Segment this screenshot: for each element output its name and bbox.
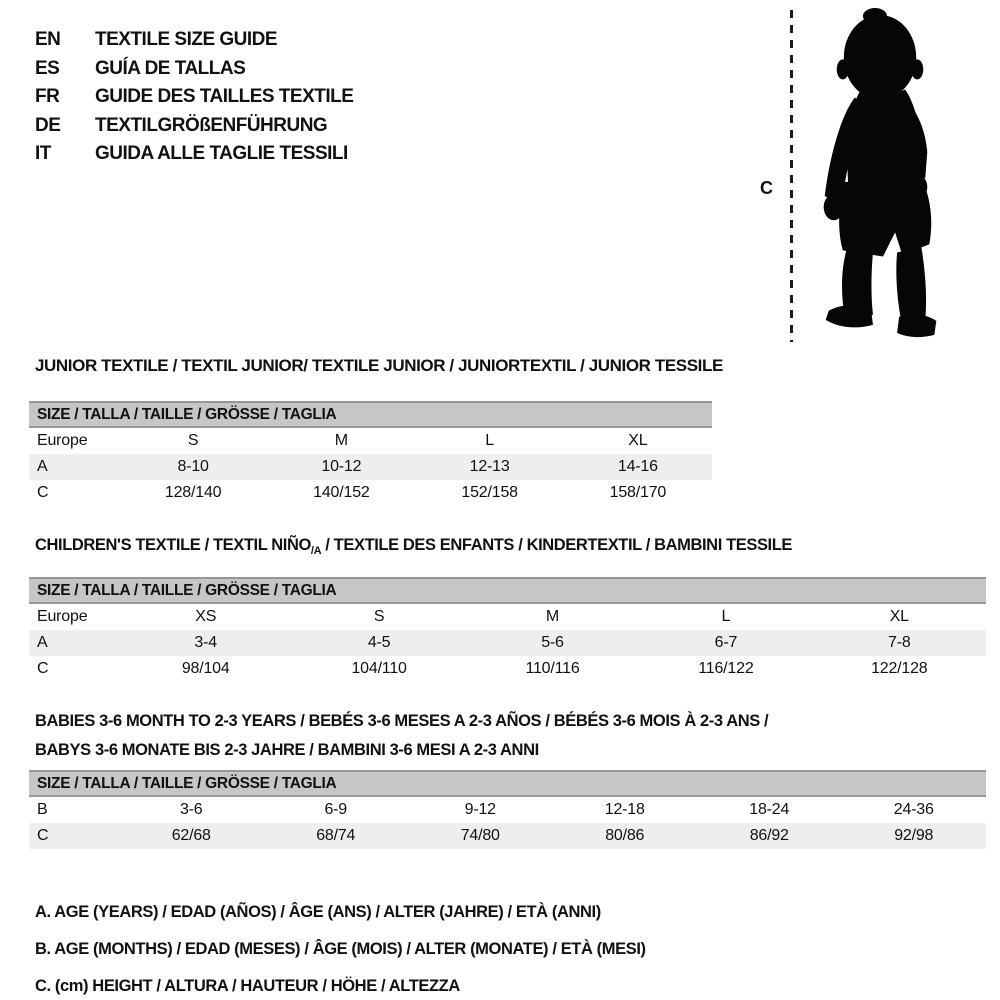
- language-row: [35, 26, 353, 55]
- row-label: Europe: [37, 432, 88, 449]
- table-cell: 18-24: [749, 801, 790, 818]
- table-cell: 9-12: [464, 801, 496, 818]
- table-cell: XL: [628, 432, 648, 449]
- table-cell: 86/92: [749, 827, 789, 844]
- table-row: [29, 480, 712, 506]
- row-label: B: [37, 801, 48, 818]
- babies-title-line1: BABIES 3-6 MONTH TO 2-3 YEARS / BEBÉS 3-6 MESES A 2-3 AÑOS / BÉBÉS 3-6 MOIS À 2-3 ANS /: [35, 712, 769, 730]
- table-cell: 24-36: [893, 801, 934, 818]
- table-cell: 7-8: [888, 634, 911, 651]
- language-title: GUIDA ALLE TAGLIE TESSILI: [95, 143, 348, 164]
- table-row: [29, 454, 712, 480]
- table-cell: 12-13: [469, 458, 510, 475]
- language-code: IT: [35, 143, 51, 164]
- children-section-title: [35, 536, 792, 557]
- size-table-header: SIZE / TALLA / TAILLE / GRÖSSE / TAGLIA: [29, 770, 986, 797]
- table-cell: 3-4: [194, 634, 217, 651]
- table-row: [29, 630, 986, 656]
- table-row: [29, 797, 986, 823]
- table-cell: 116/122: [698, 660, 754, 677]
- table-cell: 5-6: [541, 634, 564, 651]
- babies-title-line2: BABYS 3-6 MONATE BIS 2-3 JAHRE / BAMBINI 3-6 MESI A 2-3 ANNI: [35, 741, 539, 759]
- junior-size-table: [29, 401, 712, 506]
- table-cell: 3-6: [179, 801, 203, 818]
- table-cell: 152/158: [461, 484, 518, 501]
- table-cell: 110/116: [525, 660, 580, 677]
- table-cell: 4-5: [367, 634, 391, 651]
- height-measure-dashed-line: [790, 10, 793, 342]
- row-label: C: [37, 660, 49, 677]
- legend-line-c: C. (cm) HEIGHT / ALTURA / HAUTEUR / HÖHE / ALTEZZA: [35, 977, 460, 995]
- children-size-table: [29, 577, 986, 682]
- language-row: [35, 112, 353, 141]
- language-title: TEXTILGRÖßENFÜHRUNG: [95, 114, 328, 136]
- table-cell: M: [545, 608, 560, 625]
- table-row: [29, 656, 986, 682]
- table-cell: 158/170: [609, 484, 667, 501]
- legend-line-a: A. AGE (YEARS) / EDAD (AÑOS) / ÂGE (ANS) / ALTER (JAHRE) / ETÀ (ANNI): [35, 903, 601, 921]
- table-row: [29, 823, 986, 849]
- table-cell: 80/86: [605, 827, 645, 844]
- row-label: Europe: [37, 608, 88, 625]
- table-cell: 98/104: [181, 660, 230, 677]
- table-row: [29, 604, 986, 630]
- baby-silhouette-icon: [808, 5, 950, 347]
- height-measure-label: C: [760, 178, 773, 198]
- table-row: [29, 428, 712, 454]
- size-table-header: SIZE / TALLA / TAILLE / GRÖSSE / TAGLIA: [29, 577, 986, 604]
- row-label: A: [37, 634, 48, 651]
- table-cell: 74/80: [460, 827, 500, 844]
- language-code: DE: [35, 114, 61, 136]
- table-cell: 10-12: [321, 458, 362, 475]
- language-row: [35, 140, 353, 169]
- table-cell: 128/140: [164, 484, 222, 501]
- table-cell: 92/98: [894, 827, 934, 844]
- language-row: [35, 55, 353, 84]
- table-cell: 140/152: [313, 484, 370, 501]
- language-title: GUÍA DE TALLAS: [95, 57, 246, 79]
- table-cell: S: [187, 432, 199, 449]
- table-cell: S: [373, 608, 385, 625]
- table-cell: 122/128: [871, 660, 928, 677]
- language-code: FR: [35, 86, 60, 107]
- table-cell: 62/68: [171, 827, 211, 844]
- table-cell: 12-18: [604, 801, 645, 818]
- junior-section-title: JUNIOR TEXTILE / TEXTIL JUNIOR/ TEXTILE JUNIOR / JUNIORTEXTIL / JUNIOR TESSILE: [35, 356, 723, 375]
- language-title-list: [35, 26, 353, 169]
- children-title-subscript: /A: [310, 545, 322, 557]
- table-cell: 6-9: [324, 801, 348, 818]
- legend-line-b: B. AGE (MONTHS) / EDAD (MESES) / ÂGE (MOIS) / ALTER (MONATE) / ETÀ (MESI): [35, 940, 646, 958]
- language-title: TEXTILE SIZE GUIDE: [95, 29, 278, 50]
- table-cell: 104/110: [351, 660, 407, 677]
- table-cell: L: [721, 608, 731, 625]
- measurement-legend: [35, 894, 646, 1000]
- row-label: C: [37, 827, 49, 844]
- table-cell: XL: [889, 608, 909, 625]
- row-label: A: [37, 458, 48, 475]
- babies-section-title: [35, 707, 768, 765]
- table-cell: XS: [195, 608, 217, 625]
- row-label: C: [37, 484, 49, 501]
- table-cell: 14-16: [617, 458, 658, 475]
- table-cell: 6-7: [714, 634, 738, 651]
- table-cell: 8-10: [177, 458, 209, 475]
- size-table-header: SIZE / TALLA / TAILLE / GRÖSSE / TAGLIA: [29, 401, 712, 428]
- table-cell: L: [485, 432, 494, 449]
- language-code: ES: [35, 57, 60, 79]
- language-row: [35, 83, 353, 112]
- language-code: EN: [35, 29, 61, 50]
- children-title-pre: CHILDREN'S TEXTILE / TEXTIL NIÑO: [35, 536, 311, 554]
- table-cell: 68/74: [316, 827, 356, 844]
- children-title-post: / TEXTILE DES ENFANTS / KINDERTEXTIL / BAMBINI TESSILE: [321, 536, 793, 554]
- table-cell: M: [334, 432, 348, 449]
- language-title: GUIDE DES TAILLES TEXTILE: [95, 86, 354, 107]
- babies-size-table: [29, 770, 986, 849]
